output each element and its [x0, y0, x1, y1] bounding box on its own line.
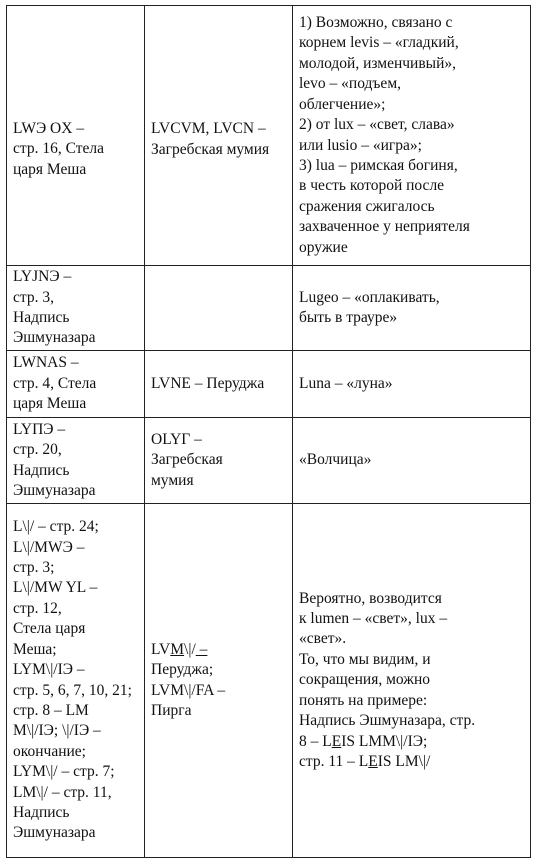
cell-line: молодой, изменчивый»,: [299, 54, 456, 72]
cell-line: сокращения, можно: [299, 671, 431, 689]
cell-line: царя Меша: [13, 160, 87, 178]
cell-line: [299, 732, 526, 752]
cell-line: царя Меша: [13, 395, 87, 413]
cell-line: стр. 20,: [13, 441, 62, 459]
cell-line: Надпись: [13, 461, 70, 479]
cell-line: быть в трауре»: [299, 309, 398, 326]
cell-line: к lumen – «свет», lux –: [299, 610, 448, 628]
cell-line: Luna – «луна»: [299, 374, 393, 392]
cell-line: оружие: [299, 238, 348, 256]
cell-line: «свет».: [299, 630, 347, 648]
cell-inscription: [7, 6, 145, 266]
comparison-table: [6, 5, 531, 858]
cell-line: Надпись Эшмуназара, стр.: [299, 712, 476, 730]
table-row: [7, 351, 531, 418]
cell-line: [151, 640, 288, 660]
cell-line: LYM\|/ – стр. 7;: [13, 763, 115, 781]
cell-line: Эшмуназара: [13, 824, 96, 842]
cell-latin: [293, 504, 531, 858]
cell-line: Стела царя: [13, 620, 86, 638]
cell-line: [299, 752, 526, 772]
text-run: стр. 11 – L: [299, 752, 369, 770]
cell-latin: [293, 266, 531, 351]
cell-line: облегчение»;: [299, 95, 386, 113]
cell-line: L\|/ – стр. 24;: [13, 518, 99, 536]
cell-line: levo – «подъем,: [299, 75, 401, 93]
cell-etruscan: [145, 266, 293, 351]
cell-line: стр. 5, 6, 7, 10, 21;: [13, 681, 132, 699]
cell-line: Перуджа;: [151, 661, 214, 679]
table-row: [7, 266, 531, 351]
cell-line: стр. 3;: [13, 559, 55, 577]
cell-inscription: [7, 504, 145, 858]
cell-inscription: [7, 266, 145, 351]
text-run: \|/: [184, 640, 196, 658]
table-row: [7, 6, 531, 266]
cell-line: захваченное у неприятеля: [299, 218, 470, 236]
cell-line: Загребская: [151, 451, 223, 469]
cell-line: в честь которой после: [299, 177, 445, 195]
cell-line: 3) lua – римская богиня,: [299, 156, 458, 174]
cell-line: L\|/MW YL –: [13, 579, 98, 597]
cell-inscription: [7, 418, 145, 504]
cell-line: окончание;: [13, 742, 86, 760]
cell-line: Надпись: [13, 803, 70, 821]
cell-etruscan: [145, 504, 293, 858]
cell-line: LWЭ OX –: [13, 119, 85, 137]
cell-line: LWNAS –: [13, 354, 79, 372]
cell-line: Загребская мумия: [151, 140, 270, 158]
cell-line: стр. 8 – LM: [13, 701, 89, 719]
cell-line: Пирга: [151, 701, 192, 719]
cell-latin: [293, 6, 531, 266]
cell-line: LYJNЭ –: [13, 268, 72, 286]
cell-line: L\|/MWЭ –: [13, 538, 85, 556]
underlined-letter: E: [368, 752, 378, 770]
table-row: [7, 504, 531, 858]
cell-line: 2) от lux – «свет, слава»: [299, 116, 455, 134]
cell-line: стр. 16, Стела: [13, 140, 104, 158]
cell-etruscan: [145, 418, 293, 504]
underlined-dash: –: [195, 640, 208, 658]
cell-line: Lugeo – «оплакивать,: [299, 288, 440, 306]
cell-line: понять на примере:: [299, 691, 428, 709]
cell-line: 1) Возможно, связано с: [299, 14, 453, 32]
cell-line: стр. 12,: [13, 599, 62, 617]
table-row: [7, 418, 531, 504]
cell-line: Надпись: [13, 309, 70, 326]
cell-line: корнем levis – «гладкий,: [299, 34, 459, 52]
cell-line: LM\|/ – стр. 11,: [13, 783, 112, 801]
cell-line: LYM\|/IЭ –: [13, 661, 85, 679]
text-run: IS LM\|/: [377, 752, 431, 770]
cell-line: OLYГ –: [151, 430, 202, 448]
cell-line: Эшмуназара: [13, 481, 96, 499]
cell-etruscan: [145, 351, 293, 418]
cell-line: сражения сжигалось: [299, 197, 435, 215]
cell-line: мумия: [151, 471, 194, 489]
text-run: 8 – L: [299, 732, 332, 750]
cell-inscription: [7, 351, 145, 418]
cell-line: или lusio – «игра»;: [299, 136, 422, 154]
underlined-letter: M: [170, 640, 185, 658]
cell-line: Меша;: [13, 640, 57, 658]
text-run: IS LMM\|/IЭ;: [341, 732, 428, 750]
cell-etruscan: [145, 6, 293, 266]
cell-line: стр. 4, Стела: [13, 374, 97, 392]
cell-line: стр. 3,: [13, 288, 54, 306]
cell-line: «Волчица»: [299, 451, 372, 469]
cell-line: LVNE – Перуджа: [151, 374, 265, 392]
cell-line: То, что мы видим, и: [299, 650, 431, 668]
cell-line: LVM\|/FA –: [151, 681, 226, 699]
cell-line: LYПЭ –: [13, 420, 66, 438]
cell-line: M\|/IЭ; \|/IЭ –: [13, 722, 101, 740]
cell-line: LVCVM, LVCN –: [151, 120, 266, 138]
cell-line: Эшмуназара: [13, 329, 96, 347]
cell-line: Вероятно, возводится: [299, 589, 442, 607]
text-run: LV: [151, 640, 171, 658]
underlined-letter: E: [331, 732, 342, 750]
cell-latin: [293, 418, 531, 504]
cell-latin: [293, 351, 531, 418]
